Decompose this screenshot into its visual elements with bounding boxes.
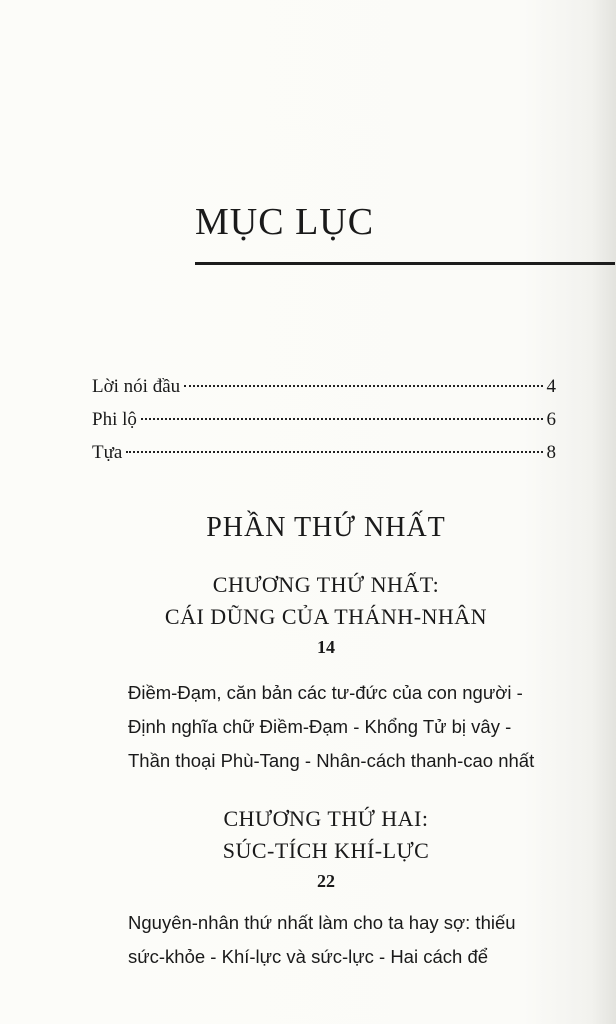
chapter-name: SÚC-TÍCH KHÍ-LỰC	[222, 838, 430, 863]
part-heading: PHẦN THỨ NHẤT	[206, 512, 446, 543]
chapter-number: CHƯƠNG THỨ HAI:	[223, 806, 429, 831]
summary-line: Nguyên-nhân thứ nhất làm cho ta hay sợ: thiếu	[128, 912, 516, 933]
toc-entry[interactable]	[92, 442, 556, 475]
toc-entry-label: Tựa	[92, 442, 123, 463]
chapter-summary	[128, 906, 598, 974]
toc-entry-label: Lời nói đầu	[92, 376, 181, 397]
summary-line: Điềm-Đạm, căn bản các tư-đức của con người -	[128, 682, 523, 703]
chapter-page-number: 14	[317, 637, 335, 657]
toc-entry[interactable]	[92, 376, 556, 409]
chapter-page-number: 22	[317, 871, 335, 891]
title-underline	[195, 262, 615, 265]
summary-line: sức-khỏe - Khí-lực và sức-lực - Hai cách để	[128, 946, 489, 967]
toc-list	[92, 376, 556, 475]
page-title: MỤC LỤC	[195, 201, 375, 243]
toc-entry-page: 6	[546, 409, 556, 430]
summary-line: Thần thoại Phù-Tang - Nhân-cách thanh-cao nhất	[128, 750, 535, 771]
summary-line: Định nghĩa chữ Điềm-Đạm - Khổng Tử bị vây -	[128, 716, 512, 737]
dot-leader	[141, 418, 543, 420]
dot-leader	[184, 385, 542, 387]
toc-entry-page: 4	[546, 376, 556, 397]
dot-leader	[126, 451, 542, 453]
chapter-summary	[128, 676, 598, 778]
toc-entry-label: Phi lộ	[92, 409, 137, 430]
toc-entry-page: 8	[546, 442, 556, 463]
chapter-number: CHƯƠNG THỨ NHẤT:	[212, 572, 440, 597]
chapter-name: CÁI DŨNG CỦA THÁNH-NHÂN	[164, 604, 488, 629]
toc-entry[interactable]	[92, 409, 556, 442]
